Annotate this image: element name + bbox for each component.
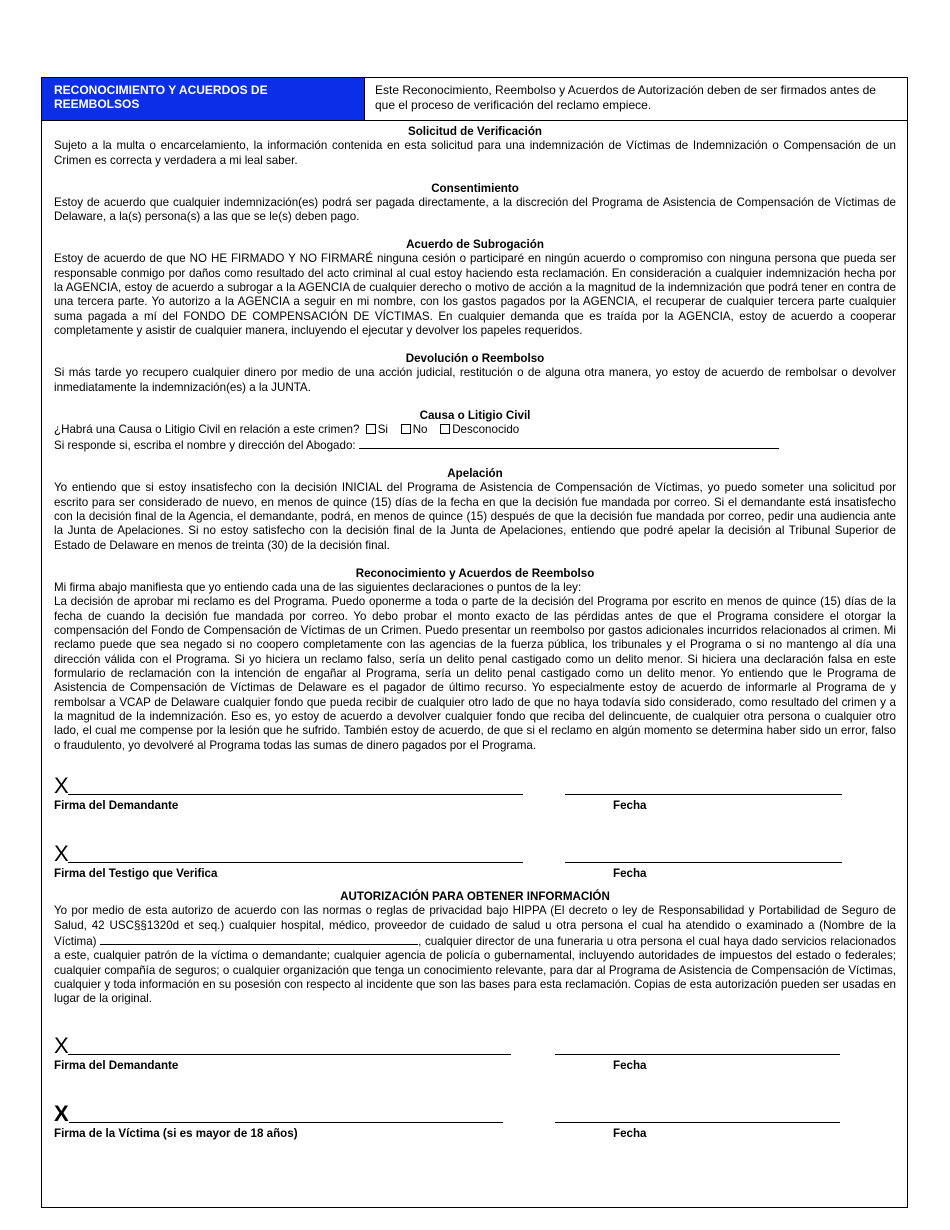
section-text-verificacion: Sujeto a la multa o encarcelamiento, la información contenida en esta solicitud para una indemnización de Víctimas de Indemnización o Compensación de un Crimen es correcta y verdadera a mi leal saber. <box>54 139 896 167</box>
section-title-causa: Causa o Litigio Civil <box>419 408 531 422</box>
witness-date-label: Fecha <box>613 867 647 881</box>
claimant-signature-x-2: X <box>54 1032 69 1058</box>
victim-date-label: Fecha <box>613 1126 647 1140</box>
lawyer-input-line[interactable] <box>359 437 779 449</box>
section-text-consentimiento: Estoy de acuerdo que cualquier indemnización(es) podrá ser pagada directamente, a la discreción del Programa de Asistencia de Compensación de Víctimas de Delaware, a la(s) persona(s) a las que se le(s) deben pago. <box>54 195 896 224</box>
section-title-consentimiento: Consentimiento <box>431 181 519 195</box>
civil-suit-question-row <box>54 423 896 437</box>
victim-date-line[interactable] <box>555 1122 840 1123</box>
victim-signature-row <box>54 1097 896 1127</box>
section-title-autorizacion: AUTORIZACIÓN PARA OBTENER INFORMACIÓN <box>340 890 610 904</box>
claimant-signature-row <box>54 769 896 799</box>
section-text-devolucion: Si más tarde yo recupero cualquier dinero por medio de una acción judicial, restitución o de alguna otra manera, yo estoy de acuerdo de rembolsar o devolver inmediatamente la indemnización(es) a la JUNTA. <box>54 366 896 394</box>
checkbox-desconocido[interactable] <box>440 424 450 434</box>
section-title-apelacion: Apelación <box>447 467 503 481</box>
claimant-date-line-2[interactable] <box>555 1054 840 1055</box>
option-no-label: No <box>412 422 428 436</box>
claimant-signature-label-2: Firma del Demandante <box>54 1058 179 1072</box>
checkbox-no[interactable] <box>401 424 411 434</box>
witness-signature-line[interactable] <box>68 862 523 863</box>
section-intro-reconocimiento: Mi firma abajo manifiesta que yo entiendo cada una de las siguientes declaraciones o puntos de la ley: <box>54 580 582 594</box>
checkbox-si[interactable] <box>366 424 376 434</box>
victim-name-input-line[interactable] <box>100 933 418 945</box>
section-title-verificacion: Solicitud de Verificación <box>407 125 542 138</box>
victim-signature-line[interactable] <box>69 1122 503 1123</box>
section-title-subrogacion: Acuerdo de Subrogación <box>406 238 544 252</box>
victim-signature-label: Firma de la Víctima (si es mayor de 18 años) <box>54 1126 298 1140</box>
claimant-date-label: Fecha <box>613 799 647 813</box>
section-text-subrogacion: Estoy de acuerdo de que NO HE FIRMADO Y NO FIRMARÉ ninguna cesión o participaré en ningún acuerdo o compromiso con ninguna persona que pueda ser responsable conmigo por daños como resultado del acto criminal al cual estoy haciendo esta reclamación. En consideración a cualquier indemnización hecha por la AGENCIA, estoy de acuerdo a subrogar a la AGENCIA de cualquier derecho o motivo de acción a la magnitud de la indemnización que podrá tener en contra de una tercera parte. Yo autorizo a la AGENCIA a seguir en mi nombre, con los gastos pagados por la AGENCIA, el recuperar de cualquier tercera parte cualquier suma pagada a mí del FONDO DE COMPENSACIÓN DE VÍCTIMAS. En cualquier demanda que es traída por la AGENCIA, estoy de acuerdo a cooperar completamente y asistir de cualquier manera, incluyendo el ejecutar y devolver los papeles requeridos. <box>54 252 896 338</box>
lawyer-prompt: Si responde si, escriba el nombre y dirección del Abogado: <box>54 439 356 453</box>
witness-signature-x: X <box>54 841 69 867</box>
claimant-signature-x: X <box>54 773 69 799</box>
lawyer-row <box>54 437 896 453</box>
option-si-label: Si <box>377 422 389 436</box>
witness-signature-row <box>54 837 896 867</box>
section-text-reconocimiento: La decisión de aprobar mi reclamo es del Programa. Puedo oponerme a toda o parte de la decisión del Programa por escrito en menos de quince (15) días de la fecha de cuando la decisión fue mandada por correo. Yo debo probar el monto exacto de las pérdidas antes de que el Programa considere el otorgar la compensación del Fondo de Compensación de Víctimas de un Crimen. Puedo presentar un reembolso por gastos adicionales incurridos relacionados al crimen. Mi reclamo puede que sea negado si no coopero completamente con las agencias de la fuerza pública, los tribunales y el Programa o si no mantengo al día una dirección válida con el Programa. Si yo hiciera un reclamo falso, sería un delito penal castigado como un delito menor. Si hiciera una declaración falsa en este formulario de reclamación con la intención de engañar al Programa, sería un delito penal castigado como un delito menor. Yo entiendo que le Programa de Asistencia de Compensación de Víctimas de Delaware es el pagador de último recurso. Yo especialmente estoy de acuerdo de informarle al Programa de y rembolsar a VCAP de Delaware cualquier fondo que pueda recibir de cualquier otro lado de que no haya todavía sido considerado, como resultado del crimen y a la magnitud de la indemnización. Eso es, yo estoy de acuerdo a devolver cualquier fondo que reciba del delincuente, de cualquier otra persona o cualquier otro lado, el cual me compense por la lesión que he sufrido. También estoy de acuerdo, de que si el reclamo en algún momento se determina haber sido un error, falso o fraudulento, yo devolveré al Programa todas las sumas de dinero pagados por el Programa. <box>54 595 896 752</box>
autorizacion-text-part2: , cualquier director de una funeraria u otra persona el cual haya dado servicios relacionados a este, cualquier patrón de la víctima o demandante; cualquier agencia de policía o gubernamental, incluyendo autoridades de impuestos del estado o federales; cualquier compañía de seguros; o cualquier organización que tenga un conocimiento relevante, para dar al Programa de Asistencia de Compensación de Víctimas, cualquier y toda información en su posesión con respecto al incidente que son las bases para esta reclamación. Copias de esta autorización pueden ser usadas en lugar de la original. <box>54 935 897 1006</box>
form-header <box>42 78 907 121</box>
claimant-signature-labels <box>54 799 896 815</box>
witness-signature-labels <box>54 867 896 883</box>
claimant-signature-row-2 <box>54 1029 896 1059</box>
header-title: RECONOCIMIENTO Y ACUERDOS DE REEMBOLSOS <box>42 78 365 120</box>
victim-signature-x: X <box>54 1100 69 1126</box>
form-frame <box>41 77 908 1208</box>
claimant-signature-line[interactable] <box>68 794 523 795</box>
section-title-reconocimiento: Reconocimiento y Acuerdos de Reembolso <box>355 566 595 580</box>
section-text-apelacion: Yo entiendo que si estoy insatisfecho con la decisión INICIAL del Programa de Asistencia de Compensación de Víctimas, yo puedo someter una solicitud por escrito para ser considerado de nuevo, en menos de quince (15) días de la fecha en que la decisión fue mandada por correo. Si el demandante está insatisfecho con la decisión final de la Agencia, el demandante, podrá, en menos de quince (15) después de que la decisión fue mandada por correo, pedir una audiencia ante la Junta de Apelaciones. Si no estoy satisfecho con la decisión final de la Junta de Apelaciones, entiendo que podré apelar la decisión al Tribunal Superior de Estado de Delaware en menos de treinta (30) de la decisión final. <box>54 481 896 552</box>
witness-signature-label: Firma del Testigo que Verifica <box>54 867 218 881</box>
section-text-autorizacion <box>54 904 896 1006</box>
claimant-signature-line-2[interactable] <box>68 1054 511 1055</box>
claimant-signature-label: Firma del Demandante <box>54 799 179 813</box>
option-desconocido-label: Desconocido <box>452 422 520 436</box>
victim-signature-labels <box>54 1127 896 1143</box>
witness-date-line[interactable] <box>565 862 842 863</box>
civil-suit-question: ¿Habrá una Causa o Litigio Civil en relación a este crimen? <box>54 422 360 436</box>
header-note: Este Reconocimiento, Reembolso y Acuerdos de Autorización deben de ser firmados antes de que el proceso de verificación del reclamo empiece. <box>375 83 876 112</box>
claimant-date-line[interactable] <box>565 794 842 795</box>
claimant-signature-labels-2 <box>54 1059 896 1075</box>
form-content <box>42 121 907 1143</box>
section-title-devolucion: Devolución o Reembolso <box>405 351 545 365</box>
claimant-date-label-2: Fecha <box>613 1058 647 1072</box>
autorizacion-text-part1: Yo por medio de esta autorizo de acuerdo con las normas o reglas de privacidad bajo HIPPA (El decreto o ley de Responsabilidad y Portabilidad de Seguro de Salud, 42 USC§§1320d et seq.) cualquier hospital, médico, proveedor de cuidado de salud u otra persona el cual ha atendido o examinado a (Nombre de la Víctima) <box>54 904 896 949</box>
